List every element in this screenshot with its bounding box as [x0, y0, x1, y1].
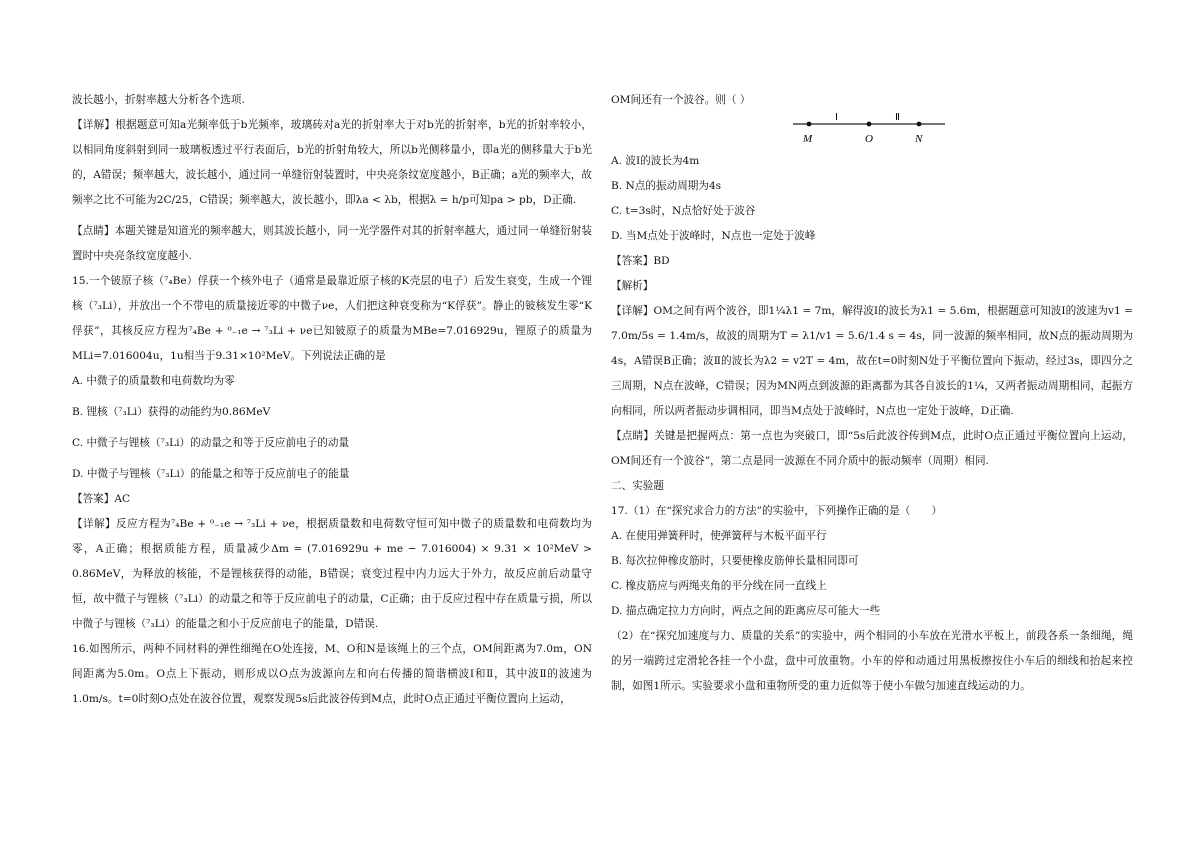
left-column: [72, 88, 592, 712]
q16-answer: 【答案】BD: [611, 255, 670, 267]
wave-1-label: Ⅰ: [835, 113, 838, 123]
q15-answer: 【答案】AC: [72, 493, 131, 505]
point-m-dot: [807, 122, 812, 127]
point-o-dot: [867, 122, 872, 127]
q15-option-c: C. 中微子与锂核（⁷₃Li）的动量之和等于反应前电子的动量: [72, 437, 350, 449]
q16-analysis-tag: 【解析】: [611, 280, 654, 292]
q14-hint: 【点睛】本题关键是知道光的频率越大，则其波长越小，同一光学器件对其的折射率越大，通过同一单缝衍射装置时中央亮条纹宽度越小.: [72, 225, 592, 262]
q15-stem: 15.一个铍原子核（⁷₄Be）俘获一个核外电子（通常是最靠近原子核的K壳层的电子）后发生衰变，生成一个锂核（⁷₃Li），并放出一个不带电的质量接近零的中微子νe，人们把这种衰变称为“K俘获”。静止的铍核发生零“K俘获”，其核反应方程为⁷₄Be + ⁰₋₁e → ⁷₃Li + νe已知铍原子的质量为MBe=7.016929u，锂原子的质量为MLi=7.016004u，1u相当于9.31×10²MeV。下列说法正确的是: [72, 275, 592, 362]
q16-stem-tail: OM间还有一个波谷。则（ ）: [611, 94, 751, 106]
wave-2-label: Ⅱ: [895, 113, 900, 123]
q17-part2: （2）在“探究加速度与力、质量的关系”的实验中，两个相同的小车放在光滑水平板上，前段各系一条细绳，绳的另一端跨过定滑轮各挂一个小盘，盘中可放重物。小车的停和动通过用黑板擦按住小车后的细线和抬起来控制，如图1所示。实验要求小盘和重物所受的重力近似等于使小车做匀加速直线运动的力。: [611, 630, 1133, 692]
rope-wave-figure: [791, 113, 951, 149]
q15-option-d: D. 中微子与锂核（⁷₃Li）的能量之和等于反应前电子的能量: [72, 468, 350, 480]
rope-figure-svg: [791, 113, 951, 149]
q16-option-d: D. 当M点处于波峰时，N点也一定处于波峰: [611, 230, 816, 242]
q17-option-c: C. 橡皮筋应与两绳夹角的平分线在同一直线上: [611, 580, 827, 592]
q17-part1: 17.（1）在“探究求合力的方法”的实验中，下列操作正确的是（ ）: [611, 505, 943, 517]
point-n-dot: [917, 122, 922, 127]
q17-option-a: A. 在使用弹簧秤时，使弹簧秤与木板平面平行: [611, 530, 827, 542]
q15-detail: 【详解】反应方程为⁷₄Be + ⁰₋₁e → ⁷₃Li + νe，根据质量数和电荷数守恒可知中微子的质量数和电荷数均为零，A正确；根据质能方程，质量减少Δm = (7.016929u + me − 7.016004) × 9.31 × 10²MeV > 0.86MeV，为释放的核能，不是锂核获得的动能，B错误；衰变过程中内力远大于外力，故反应前后动量守恒，故中微子与锂核（⁷₃Li）的动量之和等于反应前电子的动量，C正确；由于反应过程中存在质量亏损，所以中微子与锂核（⁷₃Li）的能量之和小于反应前电子的能量，D错误.: [72, 518, 592, 630]
section-heading: 二、实验题: [611, 480, 664, 492]
q16-detail: 【详解】OM之间有两个波谷，即1¼λ1 = 7m，解得波Ⅰ的波长为λ1 = 5.6m，根据题意可知波Ⅰ的波速为v1 = 7.0m/5s = 1.4m/s，故波的周期为T = λ1/v1 = 5.6/1.4 s = 4s，同一波源的频率相同，故N点的振动周期为4s，A错误B正确；波Ⅱ的波长为λ2 = v2T = 4m，故在t=0时刻N处于平衡位置向下振动，经过3s，即四分之三周期，N点在波峰，C错误；因为MN两点到波源的距离都为其各自波长的1¼，又两者振动周期相同，起振方向相同，所以两者振动步调相同，即当M点处于波峰时，N点也一定处于波峰，D正确.: [611, 305, 1133, 417]
point-n-label: N: [915, 133, 923, 145]
point-o-label: O: [865, 133, 873, 145]
point-m-label: M: [803, 133, 813, 145]
q16-option-a: A. 波Ⅰ的波长为4m: [611, 155, 700, 167]
prev-hint-tail: 波长越小，折射率越大分析各个选项.: [72, 94, 245, 106]
q16-option-c: C. t=3s时，N点恰好处于波谷: [611, 205, 756, 217]
q16-option-b: B. N点的振动周期为4s: [611, 180, 722, 192]
q17-option-d: D. 描点确定拉力方向时，两点之间的距离应尽可能大一些: [611, 605, 881, 617]
q15-option-a: A. 中微子的质量数和电荷数均为零: [72, 375, 235, 387]
q14-detail: 【详解】根据题意可知a光频率低于b光频率，玻璃砖对a光的折射率大于对b光的折射率，b光的折射率较小，以相同角度斜射到同一玻璃板透过平行表面后，b光的折射角较大，所以b光侧移量小，即a光的侧移量大于b光的，A错误；频率越大，波长越小，通过同一单缝衍射装置时，中央亮条纹宽度越小，B正确；a光的频率大，故频率之比不可能为2C/25，C错误；频率越大，波长越小，即λa < λb，根据λ = h/p可知pa > pb，D正确.: [72, 119, 592, 206]
q16-stem: 16.如图所示，两种不同材料的弹性细绳在O处连接，M、O和N是该绳上的三个点，OM间距离为7.0m，ON间距离为5.0m。O点上下振动，则形成以O点为波源向左和向右传播的简谐横波Ⅰ和Ⅱ，其中波Ⅱ的波速为1.0m/s。t=0时刻O点处在波谷位置，观察发现5s后此波谷传到M点，此时O点正通过平衡位置向上运动，: [72, 643, 592, 705]
q15-option-b: B. 锂核（⁷₃Li）获得的动能约为0.86MeV: [72, 406, 271, 418]
q16-hint: 【点睛】关键是把握两点：第一点也为突破口，即“5s后此波谷传到M点，此时O点正通过平衡位置向上运动，OM间还有一个波谷”，第二点是同一波源在不同介质中的振动频率（周期）相同.: [611, 430, 1133, 467]
right-column: [611, 88, 1133, 699]
q17-option-b: B. 每次拉伸橡皮筋时，只要使橡皮筋伸长量相同即可: [611, 555, 859, 567]
